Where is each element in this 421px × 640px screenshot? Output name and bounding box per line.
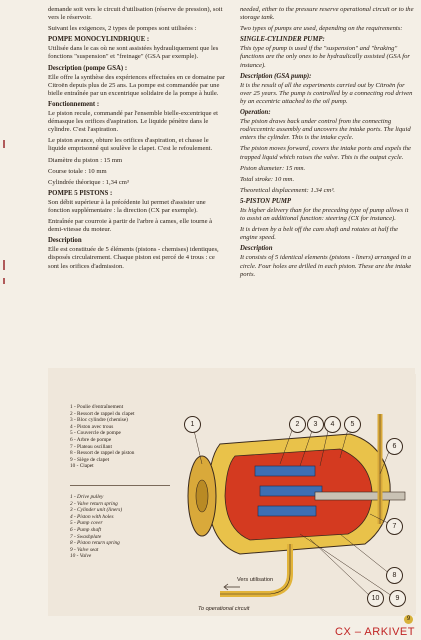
callout-2: 2 xyxy=(289,416,306,433)
callout-5: 5 xyxy=(344,416,361,433)
legend-fr-item: 5 - Couvercle de pompe xyxy=(70,430,121,437)
legend-fr-item: 2 - Ressort de rappel du clapet xyxy=(70,410,135,417)
fr-func-text-1: Le piston recule, commandé par l'ensemble bielle-excentrique et démasque les orifices d'aspiration. Le liquide pénètre dans le cylindre. C'est l'aspiration. xyxy=(48,110,218,134)
en-desc-text: It is the result of all the experiments carried out by Citroën for over 25 years. The pump is controlled by a connecting rod driven by an eccentric attached to the oil pump. xyxy=(240,81,413,105)
legend-fr-item: 9 - Siège de clapet xyxy=(70,456,110,463)
legend-en-item: 5 - Pump cover xyxy=(70,520,103,527)
legend-divider xyxy=(70,485,170,486)
legend-fr-item: 7 - Plateau oscillant xyxy=(70,443,112,450)
callout-1: 1 xyxy=(184,416,201,433)
page-number: 9 xyxy=(404,615,413,624)
legend-fr-item: 3 - Bloc cylindre (chemise) xyxy=(70,417,128,424)
fr-desc2-text: Elle est constituée de 5 éléments (pistons - chemises) identiques, disposés circulairement. Chaque piston est percé de 4 trous : ce sont les orifices d'admission. xyxy=(48,246,219,270)
fr-desc-text: Elle offre la synthèse des expériences effectuées en ce domaine par Citroën depuis plus de 25 ans. La pompe est commandée par une bielle entraînée par un excentrique solidaire de la pompe à huile. xyxy=(48,73,225,97)
en-stat-stroke: Total stroke: 10 mm. xyxy=(240,175,295,183)
fr-func-heading: Fonctionnement : xyxy=(48,100,100,108)
fr-five-text: Son débit supérieur à la précédente lui permet d'assister une fonction supplémentaire : la direction (CX par exemple). xyxy=(48,198,206,214)
legend-fr-item: 8 - Ressort de rappel de piston xyxy=(70,450,135,457)
legend-en-item: 4 - Piston with holes xyxy=(70,513,114,520)
callout-6: 6 xyxy=(386,438,403,455)
fr-desc-heading: Description (pompe GSA) : xyxy=(48,64,128,72)
legend-fr-item: 10 - Clapet xyxy=(70,463,94,470)
legend-fr-item: 4 - Piston avec trous xyxy=(70,423,114,430)
en-single-text: This type of pump is used if the "suspension" and "braking" functions are the only ones to be hydraulically assisted (GSA for instance). xyxy=(240,45,410,69)
legend-english xyxy=(70,494,180,560)
en-types: Two types of pumps are used, depending on the requirements: xyxy=(240,25,403,33)
english-column xyxy=(240,6,415,282)
en-op-text-2: The piston moves forward, covers the intake ports and expels the trapped liquid which raises the valve. This is the output cycle. xyxy=(240,145,411,161)
en-op-text-1: The piston draws back under control from the connecting rod/eccentric assembly and uncovers the intake ports. The liquid enters the cylinder. This is the intake cycle. xyxy=(240,118,411,142)
en-intro: needed, either to the pressure reserve operational circuit or to the storage tank. xyxy=(240,6,414,22)
fr-func-text-2: Le piston avance, obture les orifices d'aspiration, et chasse le liquide emprisonné qui soulève le clapet. C'est le refoulement. xyxy=(48,137,213,153)
fr-five-heading: POMPE 5 PISTONS : xyxy=(48,189,113,197)
en-desc2-heading: Description xyxy=(240,245,273,253)
en-desc-heading: Description (GSA pump): xyxy=(240,72,312,80)
fr-drive-text: Entraînée par courroie à partir de l'arbre à cames, elle tourne à demi-vitesse du moteur. xyxy=(48,218,213,234)
fr-intro: demande soit vers le circuit d'utilisation (réserve de pression), soit vers le réservoir. xyxy=(48,6,223,22)
fr-stat-diameter: Diamètre du piston : 15 mm xyxy=(48,156,123,164)
en-stat-diameter: Piston diameter: 15 mm. xyxy=(240,164,306,172)
en-drive-text: It is driven by a belt off the cam shaft and rotates at half the engine speed. xyxy=(240,226,398,242)
legend-en-item: 1 - Drive pulley xyxy=(70,494,104,500)
archive-watermark: CX – ARKIVET xyxy=(335,626,415,638)
margin-marks xyxy=(0,140,14,340)
fr-mono-heading: POMPE MONOCYLINDRIQUE : xyxy=(48,36,150,44)
en-five-heading: 5-PISTON PUMP xyxy=(240,197,292,205)
legend-fr-item: 1 - Poulie d'entraînement xyxy=(70,404,124,410)
fr-types: Suivant les exigences, 2 types de pompes sont utilisées : xyxy=(48,25,197,33)
callout-9: 9 xyxy=(389,590,406,607)
legend-en-item: 6 - Pump shaft xyxy=(70,526,102,533)
caption-vers-utilisation: Vers utilisation xyxy=(237,577,274,583)
caption-to-operational-circuit: To operational circuit xyxy=(198,606,250,612)
legend-en-item: 10 - Valve xyxy=(70,553,92,560)
en-single-heading: SINGLE-CYLINDER PUMP: xyxy=(240,36,325,44)
en-five-text: Its higher delivery than for the preceding type of pump allows it to assist an additional function: steering (CX for instance). xyxy=(240,206,409,223)
callout-10: 10 xyxy=(367,590,384,607)
french-column xyxy=(48,6,226,274)
fr-stat-displacement: Cylindrée théorique : 1,34 cm³ xyxy=(48,178,129,186)
legend-en-item: 7 - Swashplate xyxy=(70,533,102,540)
fr-mono-text: Utilisée dans le cas où ne sont assistées hydrauliquement que les fonctions "suspension" et "freinage" (GSA par exemple). xyxy=(48,45,219,61)
legend-fr-item: 6 - Arbre de pompe xyxy=(70,436,112,443)
legend-en-item: 8 - Piston return spring xyxy=(70,540,120,547)
callout-8: 8 xyxy=(386,567,403,584)
legend-en-item: 9 - Valve seat xyxy=(70,546,99,553)
pump-cutaway-illustration xyxy=(180,374,416,614)
en-desc2-text: It consists of 5 identical elements (pistons - liners) arranged in a circle. Four holes are drilled in each piston. These are the intake ports. xyxy=(240,254,412,278)
fr-stat-stroke: Course totale : 10 mm xyxy=(48,167,107,175)
legend-french xyxy=(70,404,180,470)
en-stat-displacement: Theoretical displacement: 1.34 cm³. xyxy=(240,186,335,194)
legend-en-item: 2 - Valve return spring xyxy=(70,500,118,507)
fr-desc2-heading: Description xyxy=(48,237,82,245)
en-op-heading: Operation: xyxy=(240,109,271,117)
callout-3: 3 xyxy=(307,416,324,433)
callout-4: 4 xyxy=(324,416,341,433)
callout-7: 7 xyxy=(386,518,403,535)
legend-en-item: 3 - Cylinder unit (liners) xyxy=(70,507,123,514)
